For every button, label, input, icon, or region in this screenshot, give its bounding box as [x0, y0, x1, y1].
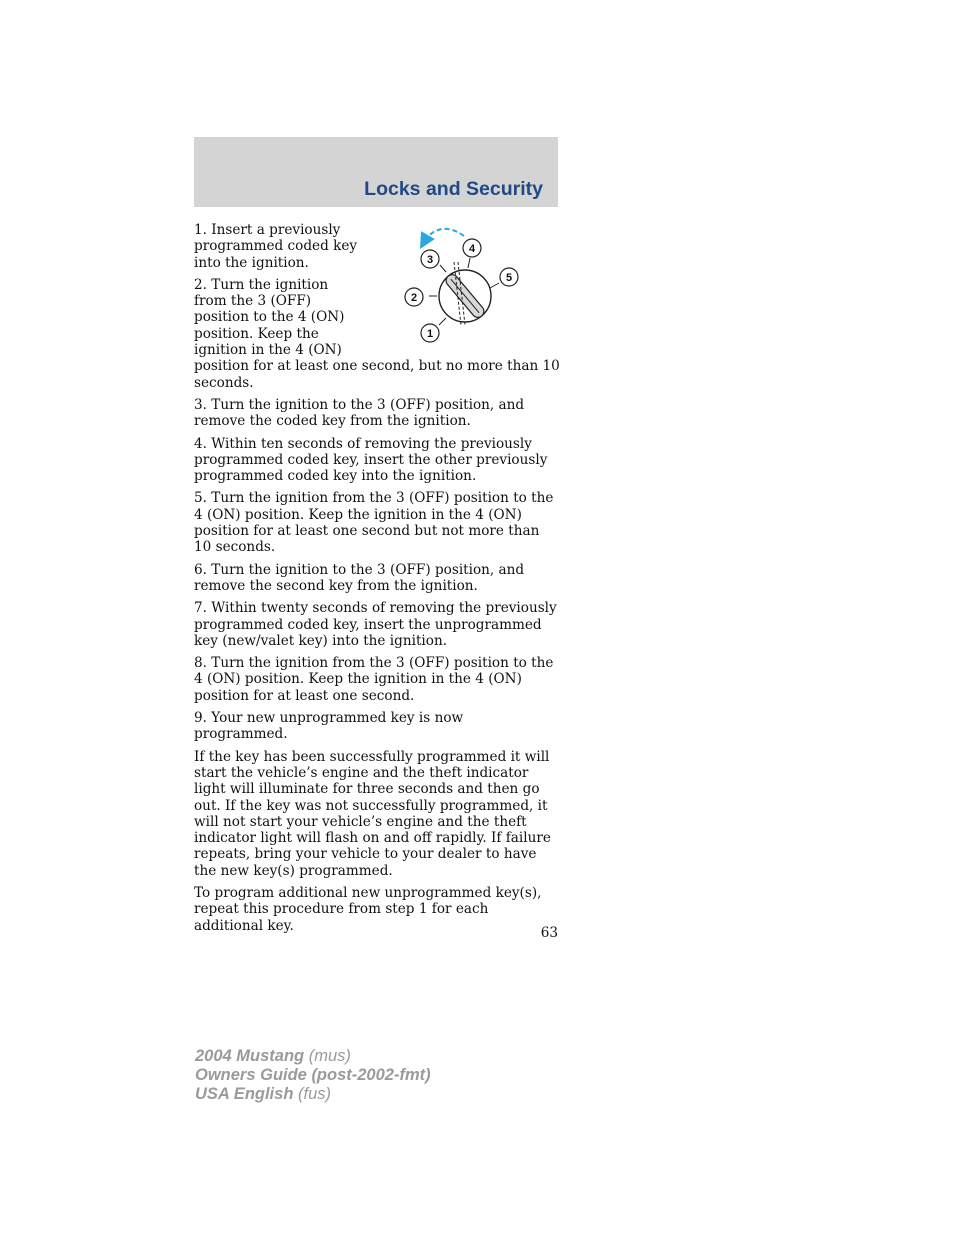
procedure-content: [194, 222, 560, 940]
step-7: 7. Within twenty seconds of removing the previously programmed coded key, insert the unprogrammed key (new/valet key) into the ignition.: [194, 600, 557, 649]
step-3: 3. Turn the ignition to the 3 (OFF) position, and remove the coded key from the ignition.: [194, 396, 525, 430]
step-4: 4. Within ten seconds of removing the previously programmed coded key, insert the other previously programmed coded key into the ignition.: [194, 435, 548, 485]
footer-guide: Owners Guide (post-2002-fmt): [195, 1066, 431, 1084]
footer-line-1: [195, 1047, 431, 1066]
svg-text:5: 5: [505, 272, 513, 284]
page-number: 63: [540, 925, 558, 941]
additional-keys-paragraph: To program additional new unprogrammed key(s), repeat this procedure from step 1 for each additional key.: [194, 884, 542, 934]
footer-language: USA English: [195, 1085, 294, 1103]
step-1: 1. Insert a previously programmed coded key into the ignition.: [194, 222, 358, 271]
footer-line-3: [195, 1085, 431, 1104]
step-5: 5. Turn the ignition from the 3 (OFF) position to the 4 (ON) position. Keep the ignition in the 4 (ON) position for at least one second but not more than 10 seconds.: [194, 490, 554, 556]
footer-model-code: (mus): [304, 1047, 351, 1065]
document-footer: [195, 1047, 431, 1104]
svg-text:3: 3: [426, 254, 434, 266]
svg-text:2: 2: [410, 292, 418, 304]
footer-model: 2004 Mustang: [195, 1047, 305, 1065]
footer-language-code: (fus): [293, 1085, 331, 1103]
result-paragraph: If the key has been successfully programmed it will start the vehicle’s engine and the theft indicator light will illuminate for three seconds and then go out. If the key was not successfully programmed, it will not start your vehicle’s engine and the theft indicator light will flash on and off rapidly. If failure repeats, bring your vehicle to your dealer to have the new key(s) programmed.: [194, 748, 551, 879]
step-2: 2. Turn the ignition from the 3 (OFF) position to the 4 (ON) position. Keep the ignition in the 4 (ON): [194, 276, 345, 359]
step-9: 9. Your new unprogrammed key is now programmed.: [194, 710, 464, 743]
footer-line-2: [195, 1066, 431, 1085]
section-header: [194, 137, 558, 207]
svg-text:4: 4: [468, 243, 476, 255]
step-2-continued: position for at least one second, but no more than 10 seconds.: [194, 358, 560, 391]
section-title: Locks and Security: [364, 178, 543, 200]
step-6: 6. Turn the ignition to the 3 (OFF) position, and remove the second key from the ignition.: [194, 561, 525, 594]
step-8: 8. Turn the ignition from the 3 (OFF) position to the 4 (ON) position. Keep the ignition in the 4 (ON) position for at least one second.: [194, 655, 554, 704]
svg-text:1: 1: [426, 328, 434, 340]
